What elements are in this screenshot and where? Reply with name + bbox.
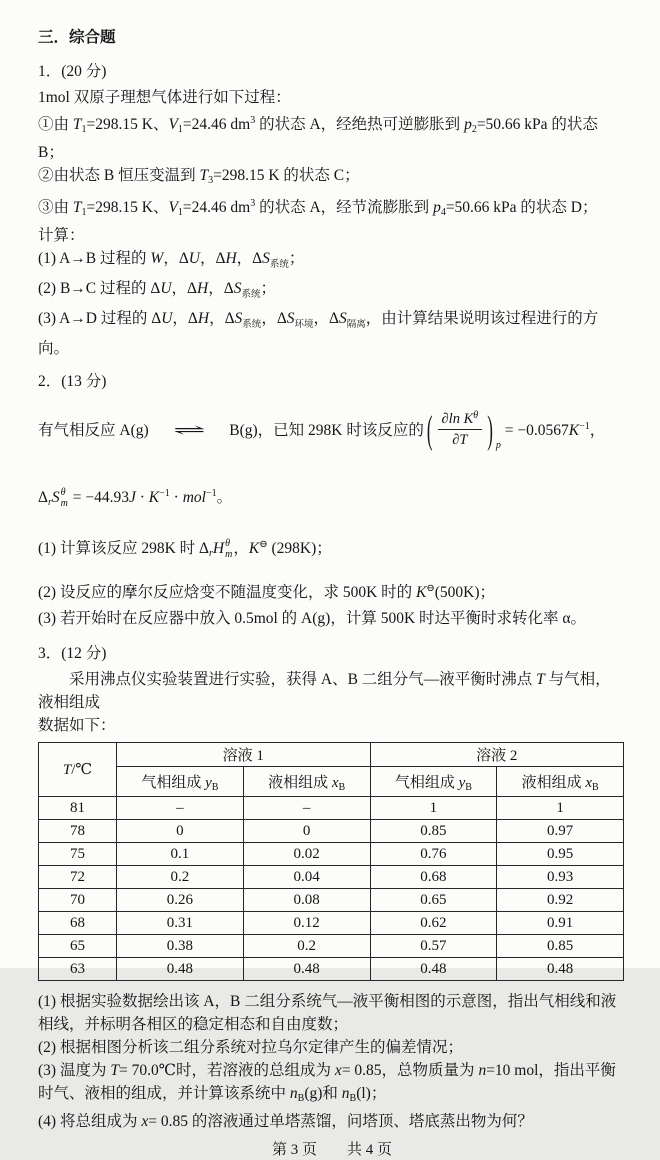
table-cell: 0.2 bbox=[117, 866, 244, 889]
q2-entropy-line: ΔrS θ m = $-44.93J \cdot K^{-1} \cdot mol^{-1}$。 bbox=[38, 487, 233, 509]
q1-calc-label: 计算： bbox=[38, 227, 85, 244]
q2-item-2: (2) 设反应的摩尔反应焓变不随温度变化，求 500K 时的 K⊖(500K)； bbox=[38, 583, 496, 601]
q2-reaction-line: 有气相反应 A(g) ⇌ B(g)，已知 298K 时该反应的 ( $\frac{\partial\ln K^\theta}{\partial T}$ ) $_p = -0.0567K^{-1}$， bbox=[38, 408, 606, 453]
table-cell: 0.26 bbox=[117, 889, 244, 912]
table-cell: 1 bbox=[370, 797, 497, 820]
q1-item-1: (1) A→B 过程的 W，ΔU，ΔH，$\Delta S_{系统}$； bbox=[38, 250, 305, 270]
q3-item-4: (4) 将总组成为 x= 0.85 的溶液通过单塔蒸馏，问塔顶、塔底蒸出物为何？ bbox=[38, 1113, 533, 1130]
table-cell: 0.97 bbox=[497, 820, 624, 843]
q1-item-2: (2) B→C 过程的 ΔU，ΔH，$\Delta S_{系统}$； bbox=[38, 280, 276, 300]
table-subheader-vapor-s1: 气相组成 $y_B$ bbox=[117, 767, 244, 797]
table-header-solution1: 溶液 1 bbox=[117, 743, 371, 767]
q3-intro-line-1: 采用沸点仪实验装置进行实验，获得 A、B 二组分气—液平衡时沸点 T 与气相，液相组成 bbox=[38, 671, 611, 711]
q3-heading: 3．(12 分) bbox=[38, 645, 107, 662]
table-row bbox=[39, 797, 624, 820]
q1-step-3: ③由 T1=298.15 K、V1=24.46 $dm^3$ 的状态 A，经节流膨胀到 p4=50.66 kPa 的状态 D； bbox=[38, 198, 598, 218]
table-cell: 0 bbox=[117, 820, 244, 843]
table-row bbox=[39, 958, 624, 981]
table-subheader-vapor-s2: 气相组成 $y_B$ bbox=[370, 767, 497, 797]
table-cell: 81 bbox=[39, 797, 117, 820]
table-subheader-row bbox=[39, 767, 624, 797]
table-row bbox=[39, 912, 624, 935]
table-cell: 0.38 bbox=[117, 935, 244, 958]
table-cell: 0.48 bbox=[243, 958, 370, 981]
q1-heading: 1．(20 分) bbox=[38, 63, 107, 80]
table-cell: 0.08 bbox=[243, 889, 370, 912]
table-cell: 0.93 bbox=[497, 866, 624, 889]
q3-intro-line-2: 数据如下： bbox=[38, 717, 116, 734]
q2-item-1: (1) 计算该反应 298K 时 ΔrH θ m ，K⊖ (298K)； bbox=[38, 538, 332, 560]
table-cell: 0.65 bbox=[370, 889, 497, 912]
table-cell: 65 bbox=[39, 935, 117, 958]
table-cell: 0 bbox=[243, 820, 370, 843]
table-cell: 0.2 bbox=[243, 935, 370, 958]
table-row bbox=[39, 935, 624, 958]
table-cell: – bbox=[117, 797, 244, 820]
q1-item-3: (3) A→D 过程的 ΔU，ΔH，$\Delta S_{系统}$，$\Delta S_{环境}$，$\Delta S_{隔离}$，由计算结果说明该过程进行的方向。 bbox=[38, 310, 599, 357]
q3-item-2: (2) 根据相图分析该二组分系统对拉乌尔定律产生的偏差情况； bbox=[38, 1039, 463, 1056]
table-cell: 72 bbox=[39, 866, 117, 889]
q3-item-3: (3) 温度为 T= 70.0℃时，若溶液的总组成为 x= 0.85，总物质量为 n=10 mol，指出平衡时气、液相的组成，并计算该系统中 nB(g)和 nB(l)； bbox=[38, 1062, 616, 1104]
page-footer: 第 3 页 共 4 页 bbox=[271, 1142, 392, 1158]
table-cell: 0.92 bbox=[497, 889, 624, 912]
table-subheader-liquid-s2: 液相组成 $x_B$ bbox=[497, 767, 624, 797]
table-header-solution2: 溶液 2 bbox=[370, 743, 624, 767]
table-cell: 0.02 bbox=[243, 843, 370, 866]
table-cell: 0.04 bbox=[243, 866, 370, 889]
table-cell: 0.48 bbox=[497, 958, 624, 981]
q1-step-2: ②由状态 B 恒压变温到 T3=298.15 K 的状态 C； bbox=[38, 167, 360, 186]
table-cell: 1 bbox=[497, 797, 624, 820]
q2-heading: 2．(13 分) bbox=[38, 373, 107, 390]
table-cell: 0.91 bbox=[497, 912, 624, 935]
table-group-header-row bbox=[39, 743, 624, 767]
table-cell: 68 bbox=[39, 912, 117, 935]
table-row bbox=[39, 820, 624, 843]
q3-item-1: (1) 根据实验数据绘出该 A，B 二组分系统气—液平衡相图的示意图，指出气相线和液相线，并标明各相区的稳定相态和自由度数； bbox=[38, 993, 617, 1033]
table-header-temperature: T/℃ bbox=[39, 743, 117, 797]
q2-item-3: (3) 若开始时在反应器中放入 0.5mol 的 A(g)，计算 500K 时达平衡时求转化率 α。 bbox=[38, 610, 587, 627]
table-cell: 0.48 bbox=[117, 958, 244, 981]
table-cell: 78 bbox=[39, 820, 117, 843]
table-cell: 63 bbox=[39, 958, 117, 981]
table-cell: 0.57 bbox=[370, 935, 497, 958]
table-cell: 0.48 bbox=[370, 958, 497, 981]
table-row bbox=[39, 889, 624, 912]
table-row bbox=[39, 843, 624, 866]
table-cell: 0.68 bbox=[370, 866, 497, 889]
q1-step-1: ①由 T1=298.15 K、V1=24.46 $dm^3$ 的状态 A，经绝热可逆膨胀到 p2=50.66 kPa 的状态 B； bbox=[38, 115, 598, 161]
table-cell: 75 bbox=[39, 843, 117, 866]
table-row bbox=[39, 866, 624, 889]
table-subheader-liquid-s1: 液相组成 $x_B$ bbox=[243, 767, 370, 797]
section-title: 三．综合题 bbox=[38, 29, 116, 46]
table-cell: 0.31 bbox=[117, 912, 244, 935]
table-cell: 0.85 bbox=[497, 935, 624, 958]
table-cell: 0.76 bbox=[370, 843, 497, 866]
table-cell: 0.1 bbox=[117, 843, 244, 866]
table-cell: 0.85 bbox=[370, 820, 497, 843]
table-cell: 0.12 bbox=[243, 912, 370, 935]
vle-data-table bbox=[38, 742, 624, 981]
table-cell: – bbox=[243, 797, 370, 820]
table-cell: 70 bbox=[39, 889, 117, 912]
table-cell: 0.95 bbox=[497, 843, 624, 866]
q1-intro: 1mol 双原子理想气体进行如下过程： bbox=[38, 89, 291, 106]
table-cell: 0.62 bbox=[370, 912, 497, 935]
